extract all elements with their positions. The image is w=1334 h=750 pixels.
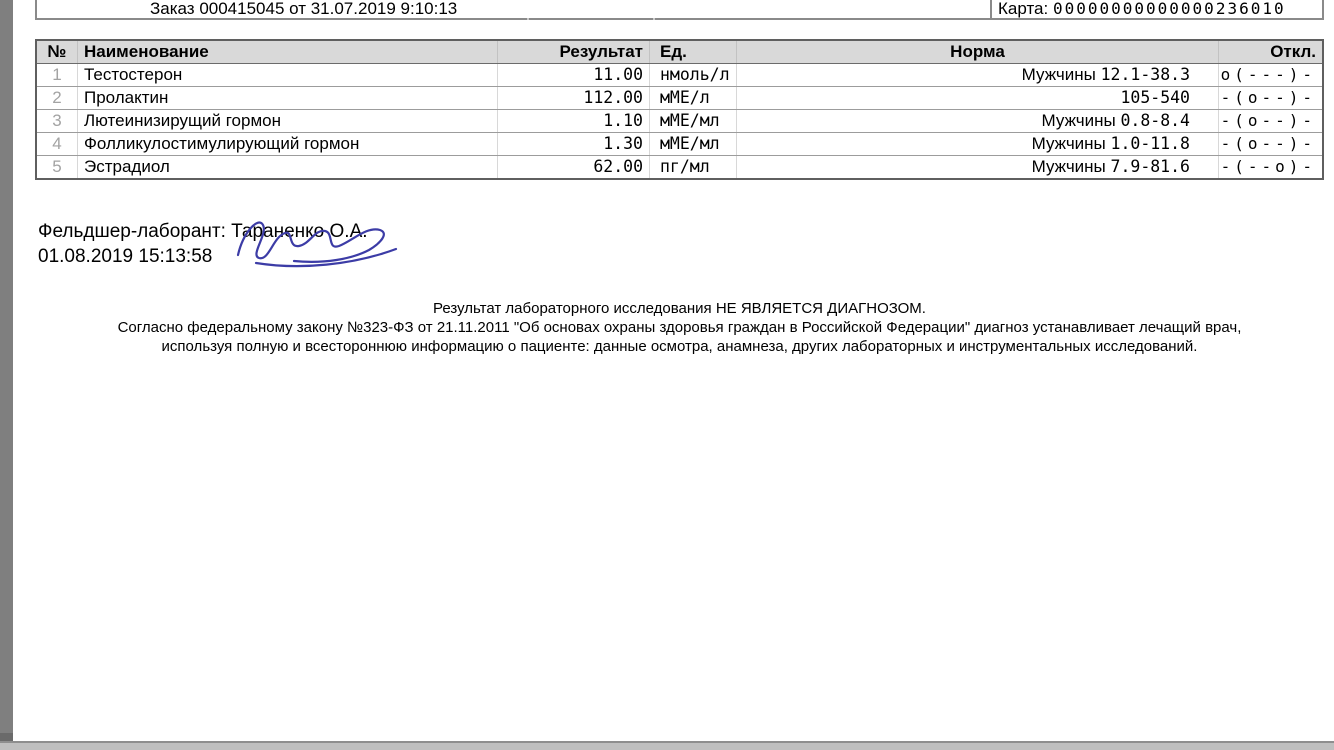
test-name: Эстрадиол [77, 156, 497, 178]
card-number-cell [990, 0, 1324, 18]
test-unit: нмоль/л [649, 64, 736, 86]
deviation-marker: -(--о)- [1218, 156, 1322, 178]
table-header-row [37, 41, 1322, 64]
table-row [37, 64, 1322, 86]
table-row [37, 86, 1322, 109]
order-info-row [35, 0, 1324, 20]
deviation-marker: -(о--)- [1218, 110, 1322, 132]
col-header-unit: Ед. [649, 41, 736, 63]
norm-range: 12.1-38.3 [1100, 65, 1190, 84]
order-number-text: Заказ 000415045 от 31.07.2019 9:10:13 [150, 0, 458, 18]
table-row [37, 109, 1322, 132]
norm-label: Мужчины [1031, 134, 1106, 153]
test-unit: мМЕ/мл [649, 110, 736, 132]
norm-range: 0.8-8.4 [1120, 111, 1190, 130]
technician-line: Фельдшер-лаборант: Тараненко О.А. [38, 221, 368, 242]
norm-label: Мужчины [1041, 111, 1116, 130]
col-header-dev: Откл. [1218, 41, 1322, 63]
disclaimer-line-3: используя полную и всестороннюю информацию о пациенте: данные осмотра, анамнеза, других лабораторных и инструментальных исследований. [161, 338, 1198, 355]
disclaimer-block [35, 299, 1324, 356]
test-result: 62.00 [497, 156, 649, 178]
row-number: 4 [52, 134, 62, 153]
col-header-name: Наименование [77, 41, 497, 63]
border-notch [653, 18, 655, 20]
border-notch [527, 18, 529, 20]
norm-range: 7.9-81.6 [1110, 157, 1190, 176]
col-header-norm: Норма [736, 41, 1218, 63]
test-name: Лютеинизирущий гормон [77, 110, 497, 132]
test-norm [736, 156, 1218, 178]
row-number: 1 [52, 65, 62, 84]
test-result: 1.30 [497, 133, 649, 155]
test-name: Фолликулостимулирующий гормон [77, 133, 497, 155]
test-result: 11.00 [497, 64, 649, 86]
test-norm [736, 64, 1218, 86]
row-number: 2 [52, 88, 62, 107]
test-name: Тестостерон [77, 64, 497, 86]
test-norm [736, 133, 1218, 155]
test-unit: мМЕ/л [649, 87, 736, 109]
deviation-marker: -(о--)- [1218, 133, 1322, 155]
window-left-edge-foot [0, 733, 13, 741]
table-row [37, 132, 1322, 155]
disclaimer-line-1: Результат лабораторного исследования НЕ ЯВЛЯЕТСЯ ДИАГНОЗОМ. [433, 300, 926, 317]
norm-label: Мужчины [1031, 157, 1106, 176]
window-bottom-edge [0, 741, 1334, 750]
row-number: 3 [52, 111, 62, 130]
window-left-edge [0, 0, 13, 741]
norm-range: 105-540 [1120, 88, 1190, 107]
card-number: 00000000000000236010 [1052, 0, 1286, 18]
col-header-num: № [47, 42, 67, 61]
test-result: 112.00 [497, 87, 649, 109]
results-table [35, 39, 1324, 180]
deviation-marker: -(о--)- [1218, 87, 1322, 109]
test-result: 1.10 [497, 110, 649, 132]
test-name: Пролактин [77, 87, 497, 109]
norm-range: 1.0-11.8 [1110, 134, 1190, 153]
col-header-result: Результат [497, 41, 649, 63]
test-unit: мМЕ/мл [649, 133, 736, 155]
deviation-marker: о(---)- [1218, 64, 1322, 86]
row-number: 5 [52, 157, 62, 176]
test-unit: пг/мл [649, 156, 736, 178]
test-norm [736, 110, 1218, 132]
table-row [37, 155, 1322, 178]
report-datetime: 01.08.2019 15:13:58 [38, 246, 213, 267]
card-label: Карта: [998, 0, 1049, 18]
norm-label: Мужчины [1021, 65, 1096, 84]
test-norm [736, 87, 1218, 109]
disclaimer-line-2: Согласно федеральному закону №323-ФЗ от 21.11.2011 "Об основах охраны здоровья граждан в Российской Федерации" диагноз устанавливает лечащий врач, [117, 319, 1242, 336]
